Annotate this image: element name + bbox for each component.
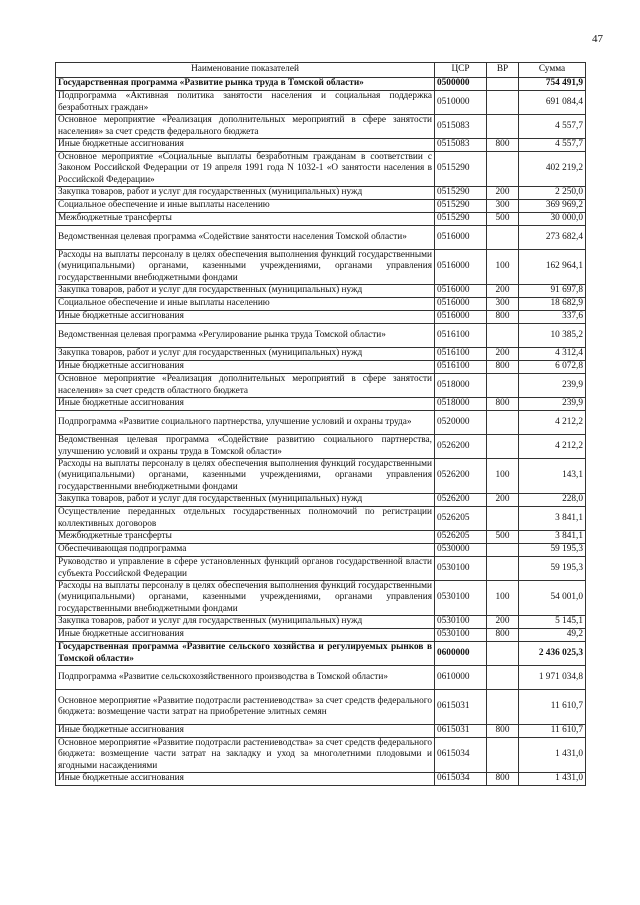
cell-name: Иные бюджетные ассигнования [56,311,435,324]
cell-vr [487,557,519,581]
table-row [56,494,586,507]
cell-sum: 59 195,3 [519,544,586,557]
cell-sum: 754 491,9 [519,78,586,91]
cell-name: Закупка товаров, работ и услуг для государственных (муниципальных) нужд [56,285,435,298]
cell-sum: 4 557,7 [519,139,586,152]
cell-vr [487,78,519,91]
cell-name: Основное мероприятие «Развитие подотрасли растениеводства» за счет средств федерального бюджета: возмещение части затрат на закладку и уход за многолетними плодовыми и ягодными насаждениями [56,738,435,773]
cell-name: Иные бюджетные ассигнования [56,361,435,374]
cell-sum: 5 145,1 [519,616,586,629]
cell-sum: 273 682,4 [519,226,586,250]
cell-sum: 2 436 025,3 [519,642,586,666]
cell-csr: 0526205 [435,507,487,531]
cell-name: Иные бюджетные ассигнования [56,725,435,738]
cell-csr: 0516000 [435,226,487,250]
cell-sum: 54 001,0 [519,581,586,616]
cell-name: Иные бюджетные ассигнования [56,139,435,152]
cell-vr [487,738,519,773]
cell-name: Ведомственная целевая программа «Содействие развитию социального партнерства, улучшению условий и охраны труда в Томской области» [56,435,435,459]
cell-sum: 4 312,4 [519,348,586,361]
cell-sum: 6 072,8 [519,361,586,374]
cell-csr: 0500000 [435,78,487,91]
cell-sum: 228,0 [519,494,586,507]
table-row [56,91,586,115]
cell-vr: 800 [487,139,519,152]
cell-name: Иные бюджетные ассигнования [56,629,435,642]
table-row [56,459,586,494]
cell-sum: 18 682,9 [519,298,586,311]
cell-vr [487,226,519,250]
table-row [56,531,586,544]
budget-table [55,62,586,786]
cell-name: Закупка товаров, работ и услуг для государственных (муниципальных) нужд [56,187,435,200]
cell-csr: 0526200 [435,459,487,494]
cell-vr: 300 [487,200,519,213]
header-name: Наименование показателей [56,63,435,78]
cell-csr: 0520000 [435,411,487,435]
cell-sum: 4 212,2 [519,435,586,459]
cell-vr: 200 [487,616,519,629]
table-row [56,250,586,285]
cell-name: Закупка товаров, работ и услуг для государственных (муниципальных) нужд [56,494,435,507]
cell-sum: 239,9 [519,398,586,411]
cell-csr: 0515290 [435,213,487,226]
cell-sum: 30 000,0 [519,213,586,226]
cell-name: Основное мероприятие «Развитие подотрасли растениеводства» за счет средств федерального бюджета: возмещение части затрат на приобретение элитных семян [56,690,435,725]
table-row [56,348,586,361]
cell-csr: 0516100 [435,361,487,374]
cell-csr: 0530100 [435,557,487,581]
table-row [56,115,586,139]
cell-name: Иные бюджетные ассигнования [56,773,435,786]
cell-name: Основное мероприятие «Социальные выплаты безработным гражданам в соответствии с Законом Российской Федерации от 19 апреля 1991 года N 1032-1 «О занятости населения в Российской Федерации» [56,152,435,187]
cell-sum: 402 219,2 [519,152,586,187]
table-row [56,226,586,250]
cell-sum: 91 697,8 [519,285,586,298]
cell-vr: 200 [487,494,519,507]
table-row [56,152,586,187]
cell-name: Закупка товаров, работ и услуг для государственных (муниципальных) нужд [56,348,435,361]
table-row [56,507,586,531]
table-row [56,666,586,690]
table-row [56,374,586,398]
cell-vr [487,115,519,139]
cell-sum: 3 841,1 [519,507,586,531]
cell-vr [487,690,519,725]
cell-sum: 337,6 [519,311,586,324]
cell-sum: 369 969,2 [519,200,586,213]
cell-csr: 0518000 [435,398,487,411]
cell-sum: 143,1 [519,459,586,494]
cell-vr: 800 [487,361,519,374]
cell-csr: 0516100 [435,348,487,361]
cell-name: Обеспечивающая подпрограмма [56,544,435,557]
table-row [56,435,586,459]
cell-name: Осуществление переданных отдельных государственных полномочий по регистрации коллективных договоров [56,507,435,531]
table-row [56,616,586,629]
cell-vr: 800 [487,398,519,411]
cell-vr: 500 [487,531,519,544]
cell-csr: 0610000 [435,666,487,690]
table-row [56,411,586,435]
cell-csr: 0615031 [435,690,487,725]
cell-name: Подпрограмма «Развитие сельскохозяйственного производства в Томской области» [56,666,435,690]
table-row [56,398,586,411]
cell-csr: 0516000 [435,250,487,285]
cell-csr: 0516100 [435,324,487,348]
cell-csr: 0515290 [435,200,487,213]
table-row [56,298,586,311]
cell-name: Подпрограмма «Развитие социального партнерства, улучшение условий и охраны труда» [56,411,435,435]
cell-name: Ведомственная целевая программа «Содействие занятости населения Томской области» [56,226,435,250]
cell-vr: 300 [487,298,519,311]
table-row [56,629,586,642]
cell-csr: 0526200 [435,494,487,507]
cell-sum: 11 610,7 [519,725,586,738]
cell-name: Основное мероприятие «Реализация дополнительных мероприятий в сфере занятости населения» за счет средств федерального бюджета [56,115,435,139]
cell-sum: 162 964,1 [519,250,586,285]
cell-name: Закупка товаров, работ и услуг для государственных (муниципальных) нужд [56,616,435,629]
cell-sum: 239,9 [519,374,586,398]
table-row [56,642,586,666]
cell-vr [487,507,519,531]
table-row [56,773,586,786]
table-row [56,324,586,348]
cell-csr: 0600000 [435,642,487,666]
cell-name: Расходы на выплаты персоналу в целях обеспечения выполнения функций государственными (муниципальными) органами, казенными учреждениями, органами управления государственными внебюджетными фондами [56,250,435,285]
cell-vr: 200 [487,285,519,298]
cell-vr: 100 [487,250,519,285]
cell-csr: 0615031 [435,725,487,738]
cell-vr [487,411,519,435]
cell-vr [487,666,519,690]
cell-vr [487,324,519,348]
cell-csr: 0526205 [435,531,487,544]
cell-name: Государственная программа «Развитие рынка труда в Томской области» [56,78,435,91]
cell-vr: 100 [487,459,519,494]
cell-csr: 0530100 [435,616,487,629]
cell-name: Социальное обеспечение и иные выплаты населению [56,298,435,311]
table-row [56,581,586,616]
cell-vr: 200 [487,187,519,200]
cell-vr [487,91,519,115]
cell-vr [487,152,519,187]
cell-vr: 800 [487,725,519,738]
table-row [56,213,586,226]
cell-csr: 0530100 [435,629,487,642]
table-row [56,738,586,773]
table-row [56,690,586,725]
cell-csr: 0515290 [435,187,487,200]
cell-csr: 0615034 [435,773,487,786]
cell-sum: 1 431,0 [519,773,586,786]
table-row [56,200,586,213]
cell-vr [487,544,519,557]
table-row [56,285,586,298]
table-row [56,311,586,324]
cell-csr: 0515083 [435,139,487,152]
header-row [56,63,586,78]
table-row [56,78,586,91]
table-row [56,187,586,200]
cell-csr: 0510000 [435,91,487,115]
cell-name: Социальное обеспечение и иные выплаты населению [56,200,435,213]
cell-sum: 11 610,7 [519,690,586,725]
header-csr: ЦСР [435,63,487,78]
cell-sum: 4 557,7 [519,115,586,139]
cell-sum: 691 084,4 [519,91,586,115]
cell-csr: 0516000 [435,285,487,298]
cell-sum: 1 431,0 [519,738,586,773]
cell-vr: 500 [487,213,519,226]
cell-name: Руководство и управление в сфере установленных функций органов государственной власти субъекта Российской Федерации [56,557,435,581]
cell-sum: 10 385,2 [519,324,586,348]
page-number: 47 [592,33,603,45]
cell-vr: 800 [487,311,519,324]
header-sum: Сумма [519,63,586,78]
cell-sum: 4 212,2 [519,411,586,435]
cell-sum: 3 841,1 [519,531,586,544]
cell-csr: 0526200 [435,435,487,459]
cell-vr: 100 [487,581,519,616]
cell-csr: 0615034 [435,738,487,773]
cell-name: Межбюджетные трансферты [56,213,435,226]
cell-name: Подпрограмма «Активная политика занятости населения и социальная поддержка безработных граждан» [56,91,435,115]
cell-sum: 49,2 [519,629,586,642]
cell-vr: 800 [487,629,519,642]
cell-csr: 0516000 [435,311,487,324]
cell-csr: 0518000 [435,374,487,398]
cell-csr: 0515290 [435,152,487,187]
table-row [56,139,586,152]
cell-name: Ведомственная целевая программа «Регулирование рынка труда Томской области» [56,324,435,348]
cell-csr: 0530100 [435,581,487,616]
cell-csr: 0515083 [435,115,487,139]
table-row [56,544,586,557]
cell-vr [487,435,519,459]
cell-name: Иные бюджетные ассигнования [56,398,435,411]
cell-name: Расходы на выплаты персоналу в целях обеспечения выполнения функций государственными (муниципальными) органами, казенными учреждениями, органами управления государственными внебюджетными фондами [56,581,435,616]
cell-sum: 59 195,3 [519,557,586,581]
cell-csr: 0516000 [435,298,487,311]
cell-name: Межбюджетные трансферты [56,531,435,544]
cell-vr [487,642,519,666]
cell-vr: 200 [487,348,519,361]
cell-sum: 2 250,0 [519,187,586,200]
cell-vr [487,374,519,398]
cell-vr: 800 [487,773,519,786]
table-row [56,557,586,581]
cell-sum: 1 971 034,8 [519,666,586,690]
cell-name: Основное мероприятие «Реализация дополнительных мероприятий в сфере занятости населения» за счет средств областного бюджета [56,374,435,398]
header-vr: ВР [487,63,519,78]
cell-name: Расходы на выплаты персоналу в целях обеспечения выполнения функций государственными (муниципальными) органами, казенными учреждениями, органами управления государственными внебюджетными фондами [56,459,435,494]
cell-csr: 0530000 [435,544,487,557]
cell-name: Государственная программа «Развитие сельского хозяйства и регулируемых рынков в Томской области» [56,642,435,666]
table-row [56,361,586,374]
table-row [56,725,586,738]
